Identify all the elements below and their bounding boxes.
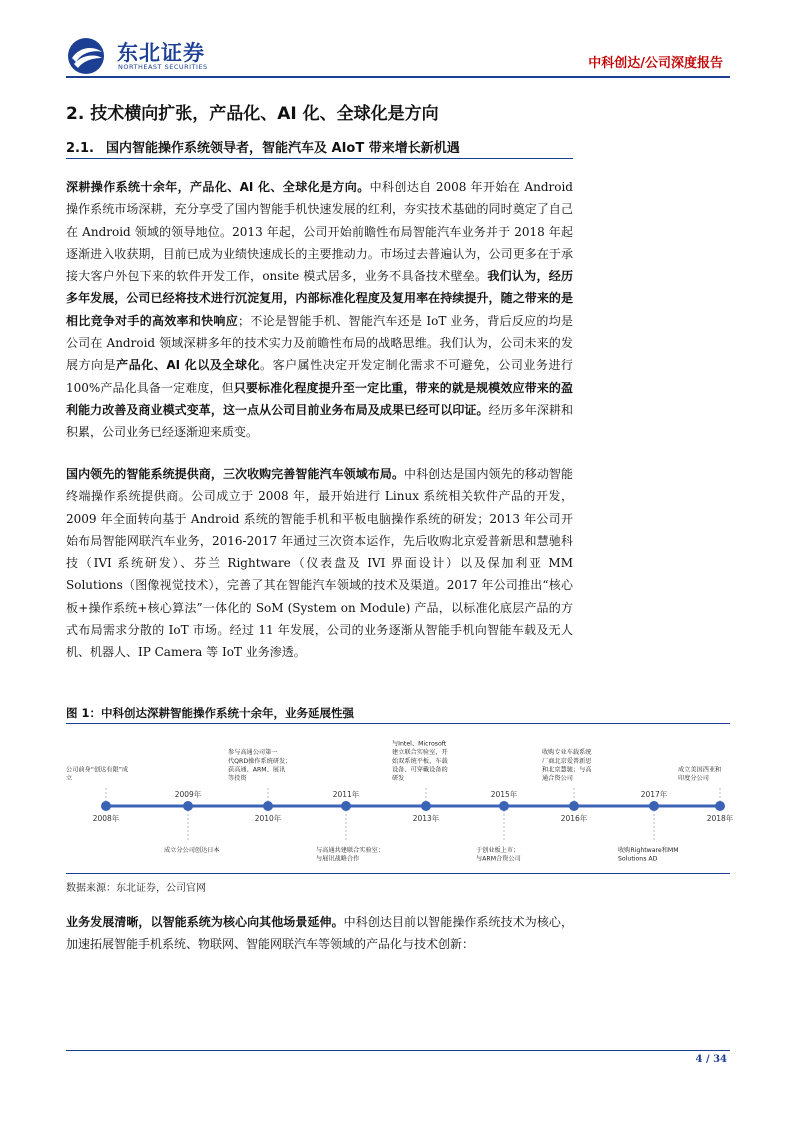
timeline-event-line: 获高通、ARM、展讯 [228,766,286,774]
timeline-event-line: 始双系统平板、车载 [392,757,448,765]
figure-source: 数据来源：东北证券，公司官网 [66,883,206,894]
timeline-event-line: 厂商北京爱普新思 [542,757,592,765]
timeline-event-line: Solutions AD [618,855,658,863]
timeline-year: 2011年 [332,790,360,799]
timeline-event-line: 与Intel、Microsoft [392,740,447,748]
timeline-dot [499,801,509,811]
timeline-event-label [618,846,679,863]
report-title: 中科创达/公司深度报告 [588,56,723,71]
header-divider [66,76,730,78]
p1-text-1: 中科创达自 2008 年开始在 Android 操作系统市场深耕，充分享受了国内智能手机快速发展的红利，夯实技术基础的同时奠定了自己在 Android 领域的领导地位。2013 年起，公司开始前瞻性布局智能汽车业务并于 2018 年起逐渐进入收获期，目前已成为业绩快速成长的主要推动力。市场过去普遍认为，公司更多在于承接大客户外包下来的软件开发工作，onsite 模式居多，业务不具备技术壁垒。 [66,180,573,284]
timeline-event-line: 研发 [392,775,405,782]
timeline-event-line: 建立联合实验室，开 [392,749,448,757]
p1-bold-1: 深耕操作系统十余年，产品化、AI 化、全球化是方向。 [66,180,370,194]
timeline-dot [341,801,351,811]
p3-bold-1: 业务发展清晰，以智能系统为核心向其他场景延伸。 [66,915,344,929]
p2-text-1: 中科创达是国内领先的移动智能终端操作系统提供商。公司成立于 2008 年，最开始进行 Linux 系统相关软件产品的开发，2009 年全面转向基于 Android 系统的智能手机和平板电脑操作系统的研发；2013 年公司开始布局智能网联汽车业务，2016-2017 年通过三次资本运作，先后收购北京爱普新思和慧驰科技（IVI 系统研发）、芬兰 Rightware（仪表盘及 IVI 界面设计）以及保加利亚 MM Solutions（图像视觉技术），完善了其在智能汽车领域的技术及渠道。2017 年公司推出“核心板+操作系统+核心算法”一体化的 SoM (System on Module) 产品，以标准化底层产品的方式布局需求分散的 IoT 市场。经过 11 年发展，公司的业务逐渐从智能手机向智能车载及无人机、机器人、IP Camera 等 IoT 业务渗透。 [66,467,573,660]
timeline-chart [66,724,734,872]
timeline-event-line: 收购Rightware和MM [618,847,679,854]
timeline-dot [421,801,431,811]
subsection-divider [66,158,573,159]
timeline-event-line: 代QRD操作系统研发； [228,757,292,765]
timeline-year: 2009年 [174,790,202,799]
timeline-event-line: 与展讯战略合作 [316,855,360,863]
timeline-year: 2008年 [92,814,120,823]
timeline-event-line: 收购专业车载系统 [542,749,592,757]
brand-name: 东北证券 [117,41,205,65]
timeline-dot [263,801,273,811]
timeline-event-line: 立 [66,775,73,782]
timeline-event-label [228,748,291,782]
p1-bold-2: 我们认为，经历多年发展，公司已经将技术进行沉淀复用，内部标准化程度及复用率在持续提升，随之带来的是相比竞争对手的高效率和快响应 [66,269,573,328]
p2-bold-1: 国内领先的智能系统提供商，三次收购完善智能汽车领域布局。 [66,467,405,481]
timeline-dot [715,801,725,811]
timeline-event-line: 成立分公司创达日本 [164,847,220,854]
timeline-year: 2015年 [490,790,518,799]
paragraph-1 [66,176,573,444]
timeline-event-line: 通合资公司 [542,775,573,782]
timeline-event-line: 与高通共建联合实验室； [316,847,385,854]
subsection-title [66,137,460,156]
timeline-event-label [476,846,521,863]
p1-text-3: 。客户属性决定开发定制化需求不可避免，公司业务进行 100%产品化具备一定难度，但 [66,358,573,395]
timeline-event-label [542,748,592,782]
timeline-dot [569,801,579,811]
page-number: 4 / 34 [695,1054,727,1065]
timeline-event-label [678,765,721,782]
footer-divider [66,1050,730,1051]
company-logo-icon [66,36,112,76]
timeline-event-label [316,846,384,863]
brand-name-en: NORTHEAST SECURITIES [118,63,208,71]
timeline-event-label [392,740,448,782]
timeline-dot [101,801,111,811]
subsection-number: 2.1. [66,141,94,156]
p1-bold-4: 只要标准化程度提升至一定比重，带来的就是规模效应带来的盈利能力改善及商业模式变革，这一点从公司目前业务布局及成果已经可以印证。 [66,380,573,417]
subsection-text: 国内智能操作系统领导者，智能汽车及 AIoT 带来增长新机遇 [106,141,460,156]
timeline-event-line: 公司前身“创达有限”成 [66,766,129,774]
timeline-event-line: 与ARM合资公司 [476,855,521,863]
timeline-event-line: 参与高通公司第一 [228,749,278,757]
timeline-dot [183,801,193,811]
timeline-event-line: 印度分公司 [678,775,709,782]
timeline-event-line: 设备、可穿戴设备的 [392,766,448,774]
figure-bottom-divider [66,873,730,874]
timeline-event-line: 成立美国西亚和 [678,766,722,774]
p1-text-4: 经历多年深耕和积累，公司业务已经逐渐迎来质变。 [66,402,573,440]
timeline-year: 2016年 [560,814,588,823]
timeline-event-label [164,846,220,854]
timeline-event-line: 和北京慧驰；与高 [542,766,592,774]
timeline-event-line: 于创业板上市； [476,847,520,854]
timeline-year: 2013年 [412,814,440,823]
section-title: 2. 技术横向扩张，产品化、AI 化、全球化是方向 [66,104,439,124]
timeline-year: 2017年 [640,790,668,799]
paragraph-2 [66,463,573,664]
p1-text-2: ；不论是智能手机、智能汽车还是 IoT 业务，背后反应的均是公司在 Android 领域深耕多年的技术实力及前瞻性布局的战略思维。我们认为，公司未来的发展方向是 [66,313,573,373]
timeline-dot [649,801,659,811]
p1-bold-3: 产品化、AI 化以及全球化 [116,358,261,373]
timeline-year: 2018年 [706,814,734,823]
timeline-year: 2010年 [254,814,282,823]
p3-text-1: 中科创达目前以智能操作系统技术为核心，加速拓展智能手机系统、物联网、智能网联汽车等领域的产品化与技术创新： [66,915,573,952]
figure-title: 图 1：中科创达深耕智能操作系统十余年，业务延展性强 [66,706,355,720]
paragraph-3 [66,911,573,956]
timeline-event-label [66,765,128,782]
timeline-event-line: 等投资 [228,775,247,782]
